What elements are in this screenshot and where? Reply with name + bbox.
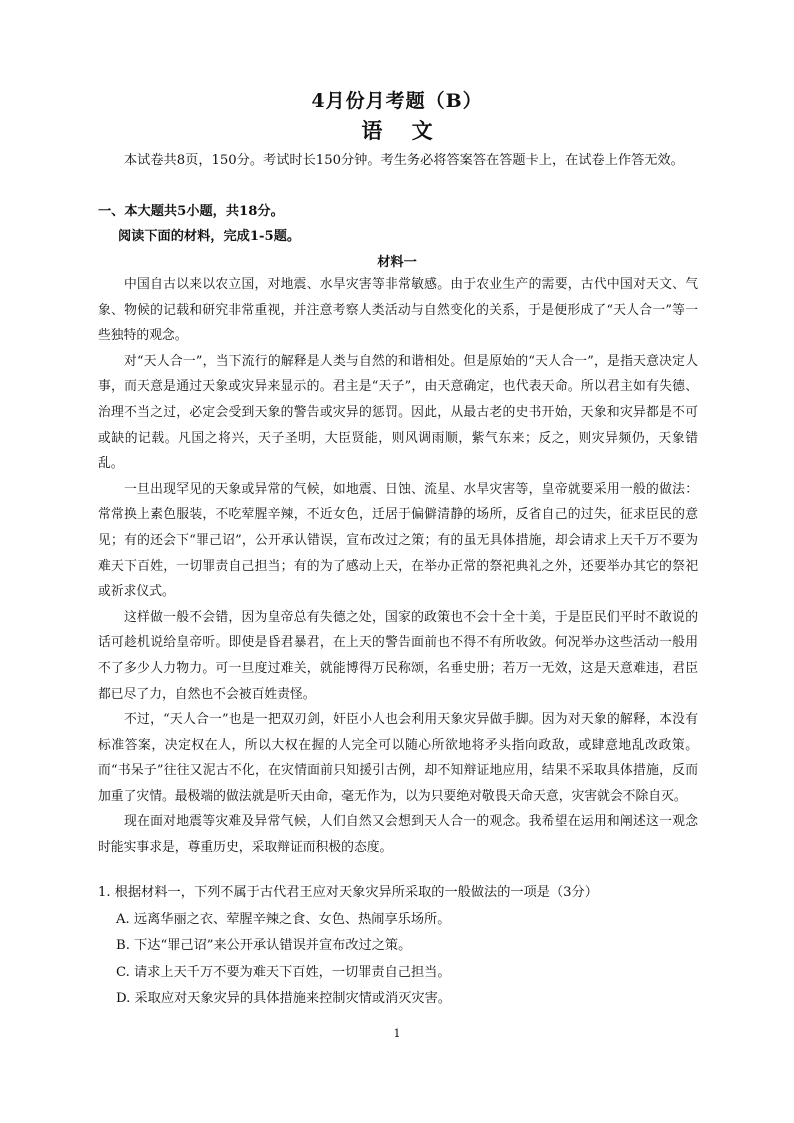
- question-1: [98, 880, 698, 1013]
- subject-title: 语 文: [361, 118, 433, 143]
- material-paragraph: 不过，“天人合一”也是一把双刃剑，奸臣小人也会利用天象灾异做手脚。因为对天象的解释，本没有标准答案，决定权在人，所以大权在握的人完全可以随心所欲地将矛头指向政敌，或肆意地乱改政策。而“书呆子”往往又泥古不化，在灾情面前只知援引古例，却不知辩证地应用，结果不采取具体措施，反而加重了灾情。最极端的做法就是听天由命，毫无作为，以为只要绝对敬畏天命天意，灾害就会不除自灭。: [98, 712, 698, 804]
- section-heading: 一、本大题共5小题，共18分。: [98, 204, 284, 219]
- material-paragraph: 对“天人合一”，当下流行的解释是人类与自然的和谐相处。但是原始的“天人合一”，是指天意决定人事，而天意是通过天象或灾异来显示的。君主是“天子”，由天意确定，也代表天命。所以君主如有失德、治理不当之过，必定会受到天象的警告或灾异的惩罚。因此，从最古老的史书开始，天象和灾异都是不可或缺的记载。凡国之将兴，天子圣明，大臣贤能，则风调雨顺，紫气东来；反之，则灾异频仍，天象错乱。: [98, 353, 698, 472]
- material-paragraph: 这样做一般不会错，因为皇帝总有失德之处，国家的政策也不会十全十美，于是臣民们平时不敢说的话可趁机说给皇帝听。即使是昏君暴君，在上天的警告面前也不得不有所收敛。何况举办这些活动一般用不了多少人力物力。可一旦度过难关，就能博得万民称颂，名垂史册；若万一无效，这是天意难违，君臣都已尽了力，自然也不会被百姓责怪。: [98, 609, 698, 702]
- option-d: D. 采取应对天象灾异的具体措施来控制灾情或消灭灾害。: [116, 991, 451, 1006]
- question-stem: 1. 根据材料一，下列不属于古代君王应对天象灾异所采取的一般做法的一项是（3分）: [98, 885, 598, 900]
- exam-title: 4月份月考题（B）: [311, 90, 483, 112]
- page-number: 1: [393, 1027, 401, 1040]
- material-paragraph: 中国自古以来以农立国，对地震、水旱灾害等非常敏感。由于农业生产的需要，古代中国对天文、气象、物候的记载和研究非常重视，并注意考察人类活动与自然变化的关系，于是便形成了“天人合一”等一些独特的观念。: [98, 277, 698, 344]
- material-body: [98, 272, 698, 861]
- option-b: B. 下达“罪己诏”来公开承认错误并宣布改过之策。: [116, 938, 412, 953]
- reading-instruction: 阅读下面的材料，完成1-5题。: [118, 229, 301, 244]
- material-paragraph: 现在面对地震等灾难及异常气候，人们自然又会想到天人合一的观念。我希望在运用和阐述这一观念时能实事求是，尊重历史，采取辩证而积极的态度。: [98, 814, 698, 856]
- option-c: C. 请求上天千万不要为难天下百姓，一切罪责自己担当。: [116, 964, 451, 980]
- material-title: 材料一: [377, 255, 417, 270]
- exam-instructions: 本试卷共8页，150分。考试时长150分钟。考生务必将答案答在答题卡上，在试卷上作答无效。: [124, 153, 684, 168]
- material-paragraph: 一旦出现罕见的天象或异常的气候，如地震、日蚀、流星、水旱灾害等，皇帝就要采用一般的做法：常常换上素色服装，不吃荤腥辛辣，不近女色，迁居于偏僻清静的场所，反省自己的过失，征求臣民的意见；有的还会下“罪己诏”，公开承认错误，宣布改过之策；有的虽无具体措施，却会请求上天千万不要为难天下百姓，一切罪责自己担当；有的为了感动上天，在举办正常的祭祀典礼之外，还要举办其它的祭祀或祈求仪式。: [98, 481, 698, 600]
- option-a: A. 远离华丽之衣、荤腥辛辣之食、女色、热闹享乐场所。: [116, 911, 451, 927]
